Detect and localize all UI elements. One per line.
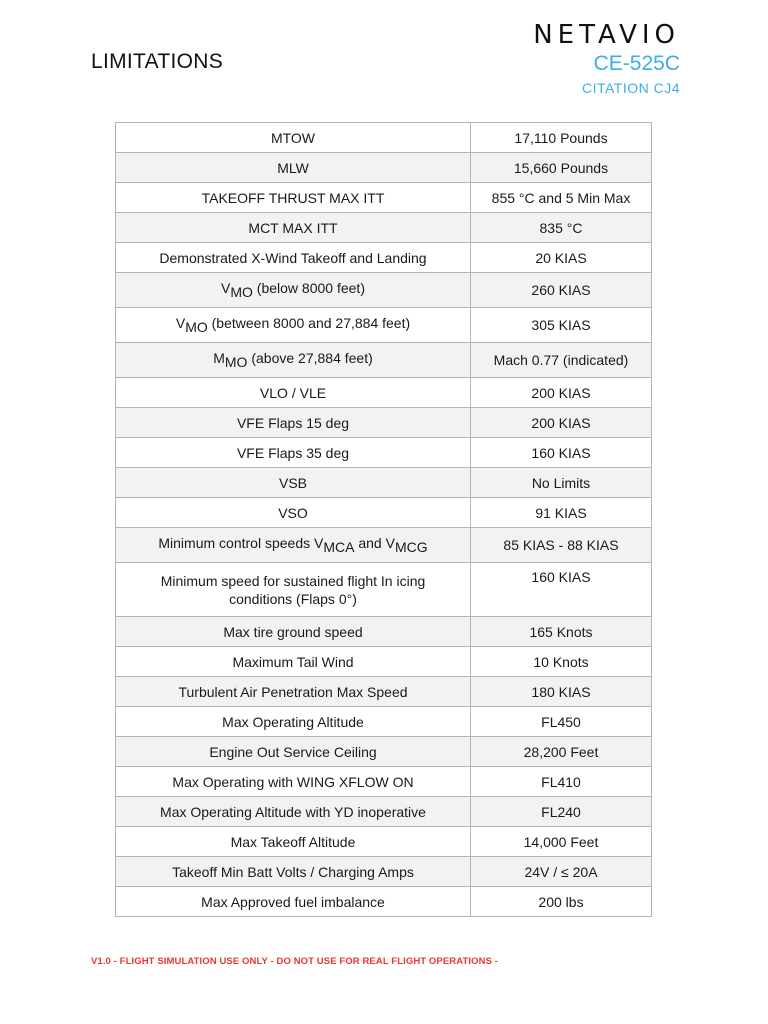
row-label: VFE Flaps 35 deg — [116, 438, 471, 468]
row-value: 160 KIAS — [471, 438, 652, 468]
table-row — [116, 468, 652, 498]
table-row — [116, 498, 652, 528]
row-label: MTOW — [116, 123, 471, 153]
row-label: MLW — [116, 153, 471, 183]
row-label: VSO — [116, 498, 471, 528]
table-row — [116, 677, 652, 707]
table-row — [116, 378, 652, 408]
row-value: 200 lbs — [471, 887, 652, 917]
row-value: 28,200 Feet — [471, 737, 652, 767]
row-label: Max Takeoff Altitude — [116, 827, 471, 857]
table-row — [116, 153, 652, 183]
vmo-subscript: MO — [230, 284, 253, 300]
aircraft-name: CITATION CJ4 — [581, 80, 680, 96]
row-label — [116, 528, 471, 563]
table-row — [116, 243, 652, 273]
table-row — [116, 273, 652, 308]
row-label-line: Minimum speed for sustained flight In icing — [160, 572, 426, 589]
vmo-subscript: MO — [185, 319, 208, 335]
table-row — [116, 707, 652, 737]
mmo-subscript: MO — [224, 354, 248, 370]
row-label-line: conditions (Flaps 0°) — [229, 590, 357, 607]
row-value: 180 KIAS — [471, 677, 652, 707]
row-value: 200 KIAS — [471, 408, 652, 438]
row-value: 10 Knots — [471, 647, 652, 677]
row-label — [116, 343, 471, 378]
table-row — [116, 438, 652, 468]
row-label: TAKEOFF THRUST MAX ITT — [116, 183, 471, 213]
row-label: Max Operating Altitude with YD inoperative — [116, 797, 471, 827]
row-value: 305 KIAS — [471, 308, 652, 343]
brand-logo: NETAVIO — [533, 20, 680, 50]
row-label: Takeoff Min Batt Volts / Charging Amps — [116, 857, 471, 887]
row-value: 855 °C and 5 Min Max — [471, 183, 652, 213]
row-value: 160 KIAS — [471, 563, 652, 617]
row-value: 14,000 Feet — [471, 827, 652, 857]
min-control-text: Minimum control speeds V — [158, 535, 324, 551]
row-value: No Limits — [471, 468, 652, 498]
row-value: Mach 0.77 (indicated) — [471, 343, 652, 378]
row-label: Max Operating with WING XFLOW ON — [116, 767, 471, 797]
row-value: FL450 — [471, 707, 652, 737]
row-label: Max Operating Altitude — [116, 707, 471, 737]
row-label: Max Approved fuel imbalance — [116, 887, 471, 917]
limitations-table — [115, 122, 652, 917]
row-value: 15,660 Pounds — [471, 153, 652, 183]
brand-block — [533, 20, 680, 97]
row-value: 85 KIAS - 88 KIAS — [471, 528, 652, 563]
row-label: Engine Out Service Ceiling — [116, 737, 471, 767]
row-label: VLO / VLE — [116, 378, 471, 408]
table-row — [116, 528, 652, 563]
vmo-condition: (below 8000 feet) — [252, 280, 365, 296]
table-row — [116, 647, 652, 677]
row-value: FL410 — [471, 767, 652, 797]
table-row — [116, 123, 652, 153]
row-value: 200 KIAS — [471, 378, 652, 408]
row-label: Demonstrated X-Wind Takeoff and Landing — [116, 243, 471, 273]
table-row — [116, 737, 652, 767]
vmca-subscript: MCA — [323, 539, 355, 555]
footer-disclaimer: V1.0 - FLIGHT SIMULATION USE ONLY - DO NOT USE FOR REAL FLIGHT OPERATIONS - — [91, 956, 499, 967]
row-value: 17,110 Pounds — [471, 123, 652, 153]
row-value: FL240 — [471, 797, 652, 827]
table-row — [116, 213, 652, 243]
row-label: Max tire ground speed — [116, 617, 471, 647]
vmo-symbol: V — [221, 280, 231, 296]
aircraft-model: CE-525C — [593, 52, 680, 75]
row-value: 24V / ≤ 20A — [471, 857, 652, 887]
vmo-condition: (between 8000 and 27,884 feet) — [207, 315, 411, 331]
table-row — [116, 887, 652, 917]
row-label — [116, 273, 471, 308]
row-label: VFE Flaps 15 deg — [116, 408, 471, 438]
table-row — [116, 617, 652, 647]
row-label: MCT MAX ITT — [116, 213, 471, 243]
table-row — [116, 308, 652, 343]
row-value: 91 KIAS — [471, 498, 652, 528]
row-label: Turbulent Air Penetration Max Speed — [116, 677, 471, 707]
table-row — [116, 408, 652, 438]
row-value: 165 Knots — [471, 617, 652, 647]
mmo-symbol: M — [213, 350, 225, 366]
vmcg-subscript: MCG — [394, 539, 428, 555]
row-label: VSB — [116, 468, 471, 498]
row-value: 835 °C — [471, 213, 652, 243]
row-label: Maximum Tail Wind — [116, 647, 471, 677]
vmo-symbol: V — [175, 315, 186, 331]
table-row — [116, 797, 652, 827]
table-row — [116, 827, 652, 857]
table-row — [116, 183, 652, 213]
table-row — [116, 767, 652, 797]
mmo-condition: (above 27,884 feet) — [247, 350, 373, 366]
row-value: 260 KIAS — [471, 273, 652, 308]
row-label — [116, 308, 471, 343]
table-row — [116, 563, 652, 617]
page-title: LIMITATIONS — [91, 50, 224, 73]
row-value: 20 KIAS — [471, 243, 652, 273]
min-control-conjunction: and V — [354, 535, 395, 551]
table-row — [116, 857, 652, 887]
row-label — [116, 563, 471, 617]
table-row — [116, 343, 652, 378]
